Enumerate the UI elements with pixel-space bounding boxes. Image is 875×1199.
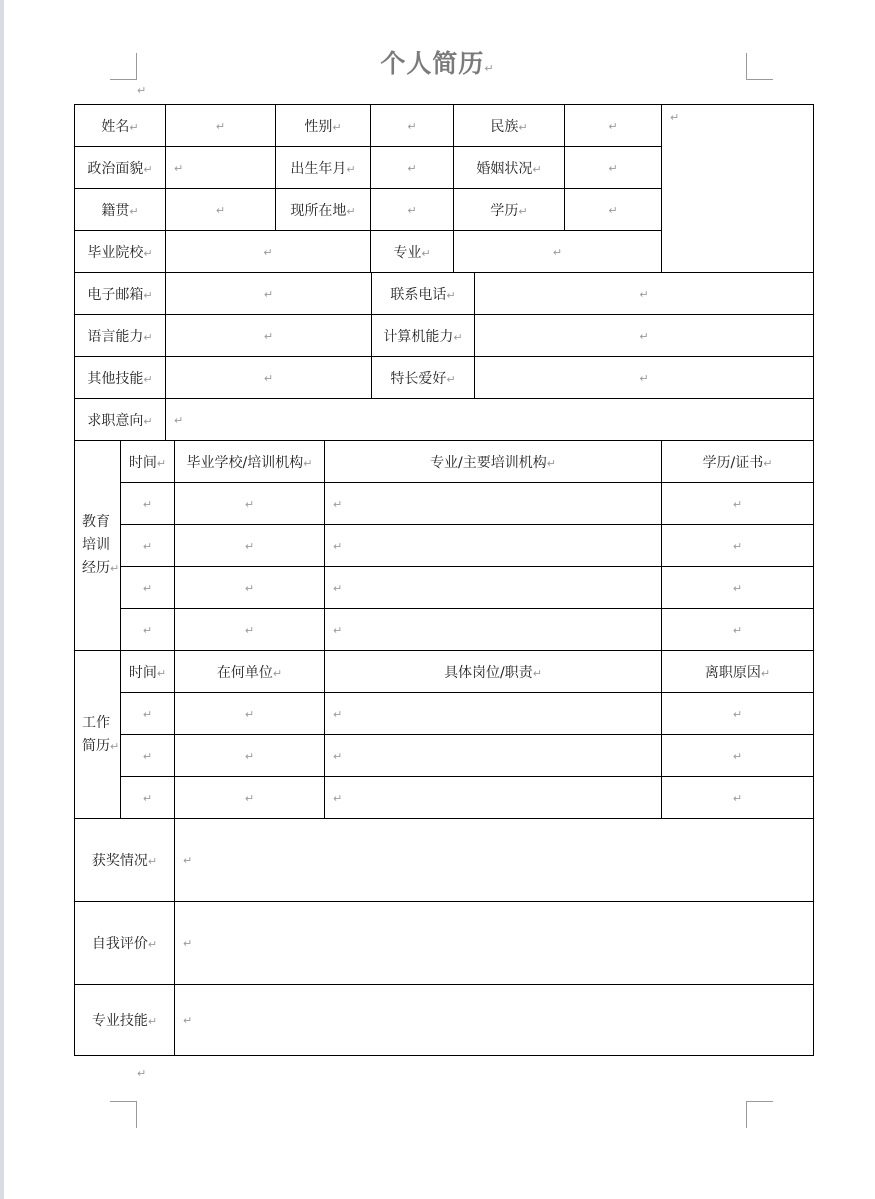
hometown-field[interactable]: ↵ bbox=[166, 189, 276, 231]
self-evaluation-field[interactable]: ↵ bbox=[175, 902, 814, 985]
work-time-cell[interactable]: ↵ bbox=[121, 777, 175, 819]
hometown-label: 籍贯↵ bbox=[75, 189, 166, 231]
edu-school-cell[interactable]: ↵ bbox=[175, 483, 325, 525]
job-intent-label: 求职意向↵ bbox=[75, 399, 166, 441]
edu-major-cell[interactable]: ↵ bbox=[325, 525, 662, 567]
ethnicity-label: 民族↵ bbox=[454, 105, 565, 147]
education-section-label: 教育培训经历↵ bbox=[75, 441, 121, 651]
margin-corner-bottom-right bbox=[746, 1101, 773, 1128]
name-field[interactable]: ↵ bbox=[166, 105, 276, 147]
work-position-cell[interactable]: ↵ bbox=[325, 777, 662, 819]
marital-status-label: 婚姻状况↵ bbox=[454, 147, 565, 189]
row-awards bbox=[75, 819, 814, 902]
paragraph-mark-icon: ↵ bbox=[137, 84, 147, 97]
computer-skill-field[interactable]: ↵ bbox=[475, 315, 814, 357]
work-header-leave-reason: 离职原因↵ bbox=[662, 651, 814, 693]
edu-school-cell[interactable]: ↵ bbox=[175, 567, 325, 609]
major-field[interactable]: ↵ bbox=[454, 231, 662, 273]
marital-status-field[interactable]: ↵ bbox=[565, 147, 662, 189]
edu-time-cell[interactable]: ↵ bbox=[121, 483, 175, 525]
edu-time-cell[interactable]: ↵ bbox=[121, 567, 175, 609]
edu-major-cell[interactable]: ↵ bbox=[325, 567, 662, 609]
edu-major-cell[interactable]: ↵ bbox=[325, 483, 662, 525]
residence-field[interactable]: ↵ bbox=[371, 189, 454, 231]
edu-header-degree: 学历/证书↵ bbox=[662, 441, 814, 483]
edu-header-school: 毕业学校/培训机构↵ bbox=[175, 441, 325, 483]
work-header-company: 在何单位↵ bbox=[175, 651, 325, 693]
other-skills-label: 其他技能↵ bbox=[75, 357, 166, 399]
gender-label: 性别↵ bbox=[276, 105, 371, 147]
edu-degree-cell[interactable]: ↵ bbox=[662, 609, 814, 651]
edu-major-cell[interactable]: ↵ bbox=[325, 609, 662, 651]
gender-field[interactable]: ↵ bbox=[371, 105, 454, 147]
hobbies-label: 特长爱好↵ bbox=[372, 357, 475, 399]
photo-box[interactable]: ↵ bbox=[662, 105, 814, 273]
margin-corner-bottom-left bbox=[110, 1101, 137, 1128]
education-row bbox=[75, 609, 814, 651]
professional-skills-label: 专业技能↵ bbox=[75, 985, 175, 1056]
awards-field[interactable]: ↵ bbox=[175, 819, 814, 902]
work-company-cell[interactable]: ↵ bbox=[175, 693, 325, 735]
awards-label: 获奖情况↵ bbox=[75, 819, 175, 902]
edu-header-time: 时间↵ bbox=[121, 441, 175, 483]
work-header-row bbox=[75, 651, 814, 693]
paragraph-mark-icon: ↵ bbox=[137, 1067, 147, 1080]
edu-degree-cell[interactable]: ↵ bbox=[662, 567, 814, 609]
work-row bbox=[75, 693, 814, 735]
education-row bbox=[75, 525, 814, 567]
ethnicity-field[interactable]: ↵ bbox=[565, 105, 662, 147]
row-contact-1 bbox=[75, 273, 814, 315]
row-self-evaluation bbox=[75, 902, 814, 985]
work-position-cell[interactable]: ↵ bbox=[325, 735, 662, 777]
name-label: 姓名↵ bbox=[75, 105, 166, 147]
work-leave-reason-cell[interactable]: ↵ bbox=[662, 693, 814, 735]
degree-field[interactable]: ↵ bbox=[565, 189, 662, 231]
work-leave-reason-cell[interactable]: ↵ bbox=[662, 777, 814, 819]
work-header-time: 时间↵ bbox=[121, 651, 175, 693]
work-header-position: 具体岗位/职责↵ bbox=[325, 651, 662, 693]
document-title[interactable]: 个人简历↵ bbox=[380, 49, 495, 78]
edu-header-major: 专业/主要培训机构↵ bbox=[325, 441, 662, 483]
work-section-label: 工作简历↵ bbox=[75, 651, 121, 819]
work-leave-reason-cell[interactable]: ↵ bbox=[662, 735, 814, 777]
job-intent-field[interactable]: ↵ bbox=[166, 399, 814, 441]
edu-degree-cell[interactable]: ↵ bbox=[662, 525, 814, 567]
edu-degree-cell[interactable]: ↵ bbox=[662, 483, 814, 525]
edu-school-cell[interactable]: ↵ bbox=[175, 525, 325, 567]
political-status-field[interactable]: ↵ bbox=[166, 147, 276, 189]
other-skills-field[interactable]: ↵ bbox=[166, 357, 372, 399]
professional-skills-field[interactable]: ↵ bbox=[175, 985, 814, 1056]
birth-date-label: 出生年月↵ bbox=[276, 147, 371, 189]
work-row bbox=[75, 777, 814, 819]
row-contact-2 bbox=[75, 315, 814, 357]
edu-school-cell[interactable]: ↵ bbox=[175, 609, 325, 651]
major-label: 专业↵ bbox=[371, 231, 454, 273]
language-field[interactable]: ↵ bbox=[166, 315, 372, 357]
political-status-label: 政治面貌↵ bbox=[75, 147, 166, 189]
work-time-cell[interactable]: ↵ bbox=[121, 693, 175, 735]
row-job-intent bbox=[75, 399, 814, 441]
degree-label: 学历↵ bbox=[454, 189, 565, 231]
self-evaluation-label: 自我评价↵ bbox=[75, 902, 175, 985]
edu-time-cell[interactable]: ↵ bbox=[121, 609, 175, 651]
residence-label: 现所在地↵ bbox=[276, 189, 371, 231]
education-row bbox=[75, 567, 814, 609]
work-time-cell[interactable]: ↵ bbox=[121, 735, 175, 777]
email-field[interactable]: ↵ bbox=[166, 273, 372, 315]
work-row bbox=[75, 735, 814, 777]
education-row bbox=[75, 483, 814, 525]
edu-time-cell[interactable]: ↵ bbox=[121, 525, 175, 567]
email-label: 电子邮箱↵ bbox=[75, 273, 166, 315]
row-basic-1 bbox=[75, 105, 814, 147]
computer-skill-label: 计算机能力↵ bbox=[372, 315, 475, 357]
phone-field[interactable]: ↵ bbox=[475, 273, 814, 315]
resume-table bbox=[74, 104, 814, 1056]
row-contact-3 bbox=[75, 357, 814, 399]
phone-label: 联系电话↵ bbox=[372, 273, 475, 315]
work-company-cell[interactable]: ↵ bbox=[175, 735, 325, 777]
row-professional-skills bbox=[75, 985, 814, 1056]
language-label: 语言能力↵ bbox=[75, 315, 166, 357]
school-label: 毕业院校↵ bbox=[75, 231, 166, 273]
education-header-row bbox=[75, 441, 814, 483]
birth-date-field[interactable]: ↵ bbox=[371, 147, 454, 189]
page-left-edge bbox=[0, 0, 4, 1199]
work-position-cell[interactable]: ↵ bbox=[325, 693, 662, 735]
hobbies-field[interactable]: ↵ bbox=[475, 357, 814, 399]
school-field[interactable]: ↵ bbox=[166, 231, 371, 273]
work-company-cell[interactable]: ↵ bbox=[175, 777, 325, 819]
